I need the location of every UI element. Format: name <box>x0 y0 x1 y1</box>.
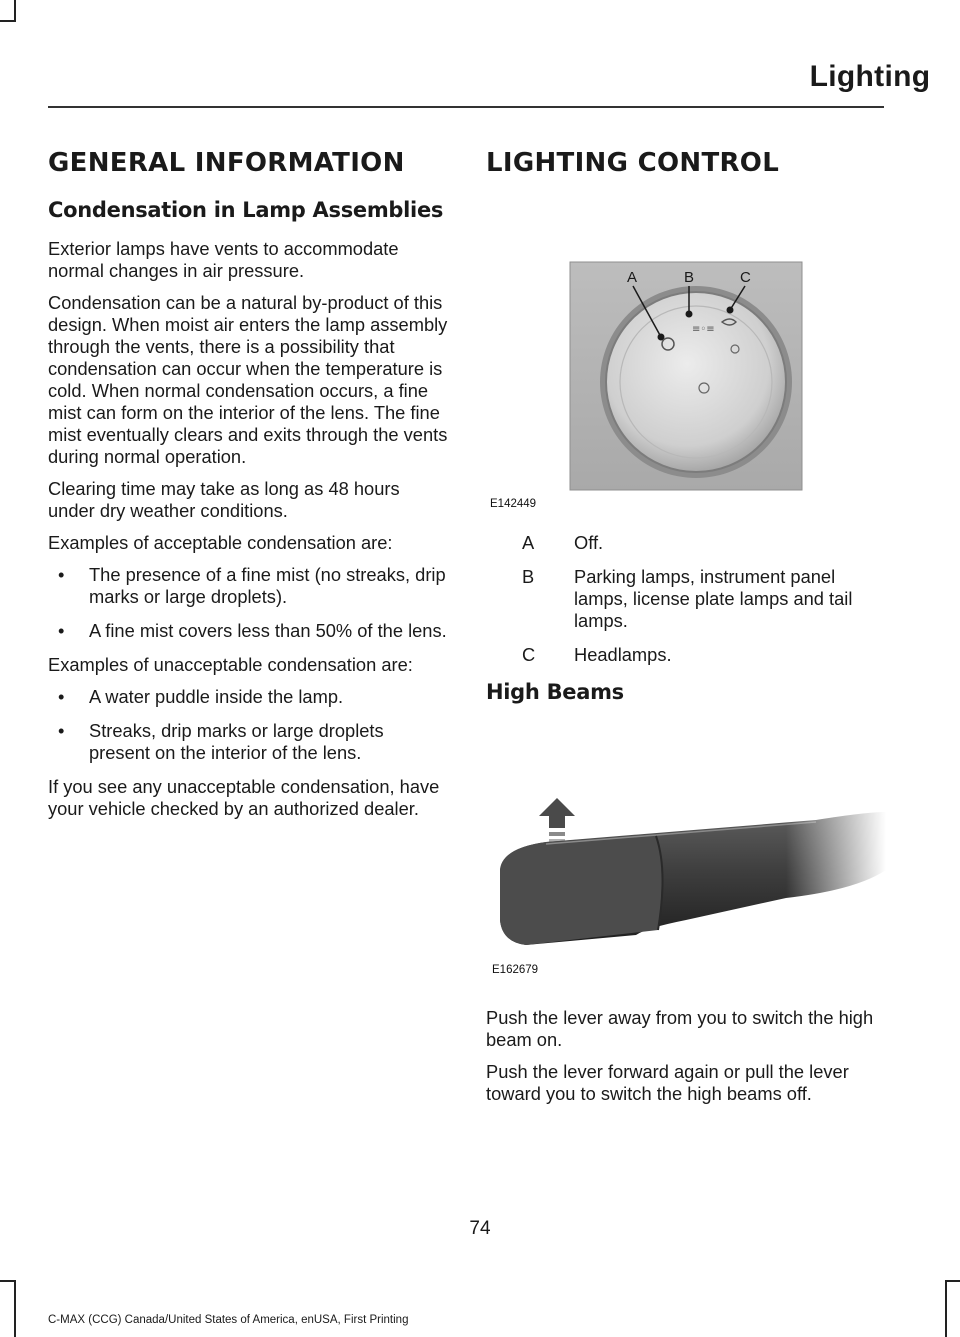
arrow-up-icon <box>539 798 575 842</box>
legend-row: B Parking lamps, instrument panel lamps, license plate lamps and tail lamps. <box>522 566 853 631</box>
list-item: • Streaks, drip marks or large droplets present on the interior of the lens. <box>58 720 384 763</box>
paragraph: Push the lever forward again or pull the lever toward you to switch the high beams off. <box>486 1061 849 1104</box>
headlamp-switch-illustration <box>486 192 886 512</box>
paragraph: Push the lever away from you to switch the high beam on. <box>486 1007 874 1050</box>
crop-mark <box>945 1280 947 1337</box>
acceptable-list <box>48 564 448 642</box>
callout-label-a: A <box>627 269 638 286</box>
legend-row: C Headlamps. <box>522 644 672 665</box>
lighting-control-figure <box>486 192 886 512</box>
footer-text: C-MAX (CCG) Canada/United States of America, enUSA, First Printing <box>48 1314 409 1326</box>
right-column <box>486 148 886 1115</box>
legend-row: A Off. <box>522 532 604 553</box>
high-beams-subheading: High Beams <box>486 680 624 704</box>
left-column <box>48 148 448 830</box>
high-beam-lever-illustration <box>486 720 886 1005</box>
callout-legend <box>486 532 886 666</box>
list-item: • The presence of a fine mist (no streaks, drip marks or large droplets). <box>58 564 446 607</box>
lighting-control-heading: LIGHTING CONTROL <box>486 148 780 178</box>
header-rule <box>48 106 884 108</box>
crop-mark <box>14 1280 16 1337</box>
paragraph: Examples of unacceptable condensation are: <box>48 654 413 675</box>
high-beams-figure <box>486 720 886 1005</box>
page-title: Lighting <box>809 60 931 93</box>
callout-label-b: B <box>684 269 695 286</box>
list-item: • A water puddle inside the lamp. <box>58 686 344 707</box>
paragraph: Condensation can be a natural by-product of this design. When moist air enters the lamp assembly through the vents, there is a possibility that condensation can occur when the temperature is cold. When normal condensation occurs, a fine mist can form on the interior of the lens. The fine mist eventually clears and exits through the vents during normal operation. <box>48 292 448 467</box>
paragraph: If you see any unacceptable condensation, have your vehicle checked by an authorized dealer. <box>48 776 440 819</box>
callout-label-c: C <box>740 269 751 286</box>
unacceptable-list <box>48 686 448 764</box>
figure-code: E162679 <box>492 964 539 976</box>
general-information-heading: GENERAL INFORMATION <box>48 148 405 178</box>
crop-mark <box>945 1280 960 1282</box>
list-item: • A fine mist covers less than 50% of the lens. <box>58 620 447 641</box>
crop-mark <box>0 20 16 22</box>
condensation-subheading: Condensation in Lamp Assemblies <box>48 198 444 222</box>
crop-mark <box>14 0 16 22</box>
page-number: 74 <box>469 1218 491 1239</box>
paragraph: Exterior lamps have vents to accommodate normal changes in air pressure. <box>48 238 399 281</box>
svg-text:≡◦≡: ≡◦≡ <box>692 324 715 335</box>
figure-code: E142449 <box>490 498 537 510</box>
paragraph: Clearing time may take as long as 48 hours under dry weather conditions. <box>48 478 400 521</box>
paragraph: Examples of acceptable condensation are: <box>48 532 393 553</box>
crop-mark <box>0 1280 16 1282</box>
